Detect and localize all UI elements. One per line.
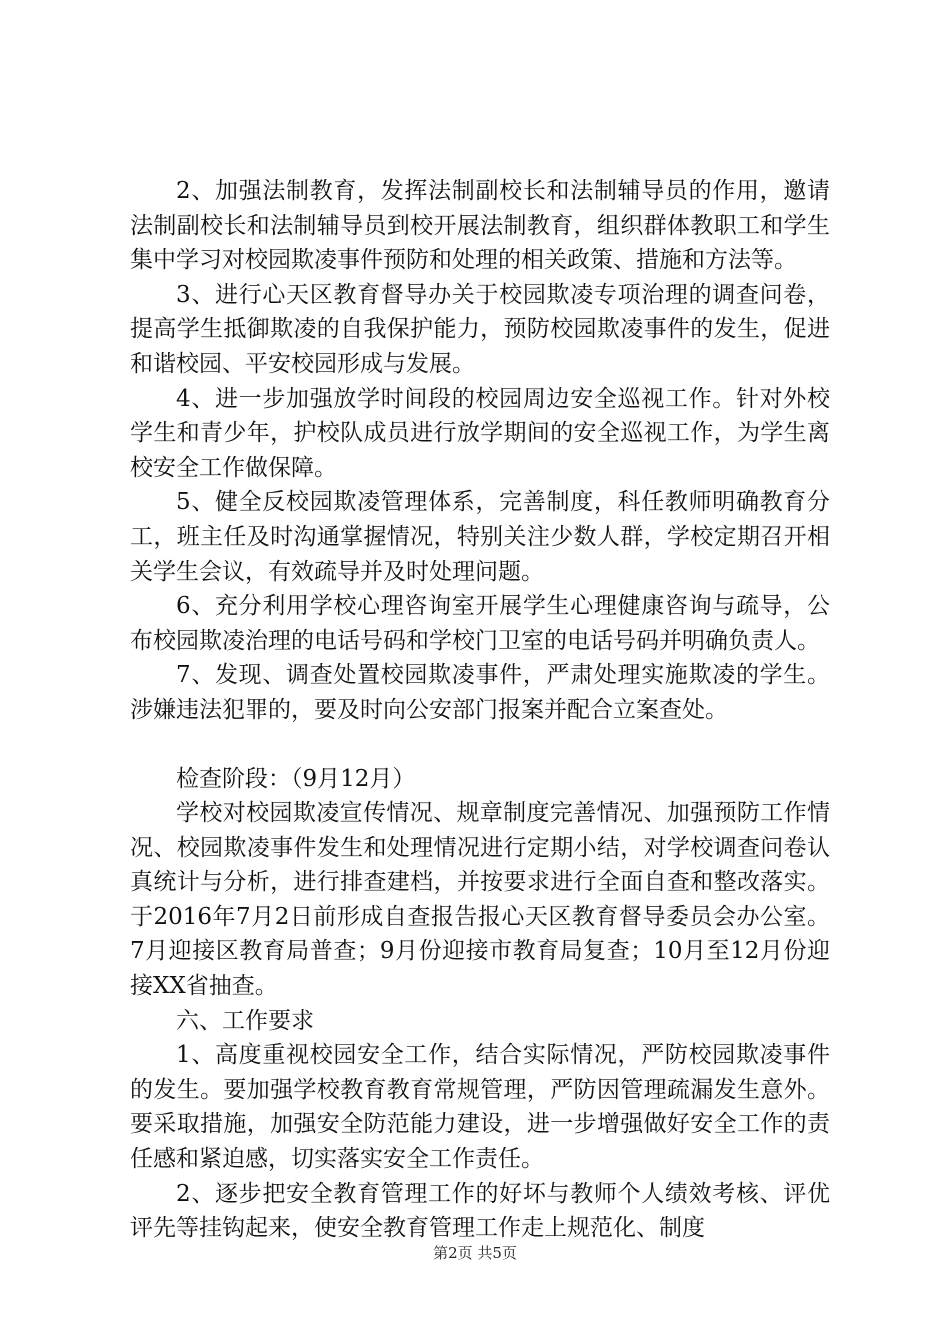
paragraph-item-7: 7、发现、调查处置校园欺凌事件，严肃处理实施欺凌的学生。涉嫌违法犯罪的，要及时向公安部门报案并配合立案查处。 [130, 662, 830, 723]
paragraph-inspection-body: 学校对校园欺凌宣传情况、规章制度完善情况、加强预防工作情况、校园欺凌事件发生和处理情况进行定期小结，对学校调查问卷认真统计与分析，进行排查建档，并按要求进行全面自查和整改落实。于2016年7月2日前形成自查报告报心天区教育督导委员会办公室。7月迎接区教育局普查；9月份迎接市教育局复查；10月至12月份迎接XX省抽查。 [130, 800, 830, 1000]
paragraph-item-3: 3、进行心天区教育督导办关于校园欺凌专项治理的调查问卷，提高学生抵御欺凌的自我保护能力，预防校园欺凌事件的发生，促进和谐校园、平安校园形成与发展。 [130, 281, 830, 377]
section-heading-requirements: 六、工作要求 [176, 1007, 314, 1034]
paragraph-item-2: 2、加强法制教育，发挥法制副校长和法制辅导员的作用，邀请法制副校长和法制辅导员到校开展法制教育，组织群体教职工和学生集中学习对校园欺凌事件预防和处理的相关政策、措施和方法等。 [130, 178, 830, 274]
document-body [130, 174, 830, 1246]
paragraph-item-4: 4、进一步加强放学时间段的校园周边安全巡视工作。针对外校学生和青少年，护校队成员进行放学期间的安全巡视工作，为学生离校安全工作做保障。 [130, 385, 830, 481]
paragraph-requirement-2: 2、逐步把安全教育管理工作的好坏与教师个人绩效考核、评优评先等挂钩起来，使安全教育管理工作走上规范化、制度 [130, 1180, 830, 1242]
paragraph-spacer [130, 728, 830, 762]
page-number-footer: 第2页 共5页 [433, 1244, 517, 1262]
paragraph-item-6: 6、充分利用学校心理咨询室开展学生心理健康咨询与疏导，公布校园欺凌治理的电话号码和学校门卫室的电话号码并明确负责人。 [130, 593, 830, 654]
paragraph-requirement-1: 1、高度重视校园安全工作，结合实际情况，严防校园欺凌事件的发生。要加强学校教育教育常规管理，严防因管理疏漏发生意外。要采取措施，加强安全防范能力建设，进一步增强做好安全工作的责任感和紧迫感，切实落实安全工作责任。 [130, 1042, 830, 1173]
section-heading-inspection: 检查阶段：（9月12月） [176, 765, 416, 792]
paragraph-item-5: 5、健全反校园欺凌管理体系，完善制度，科任教师明确教育分工，班主任及时沟通掌握情况，特别关注少数人群，学校定期召开相关学生会议，有效疏导并及时处理问题。 [130, 489, 830, 585]
